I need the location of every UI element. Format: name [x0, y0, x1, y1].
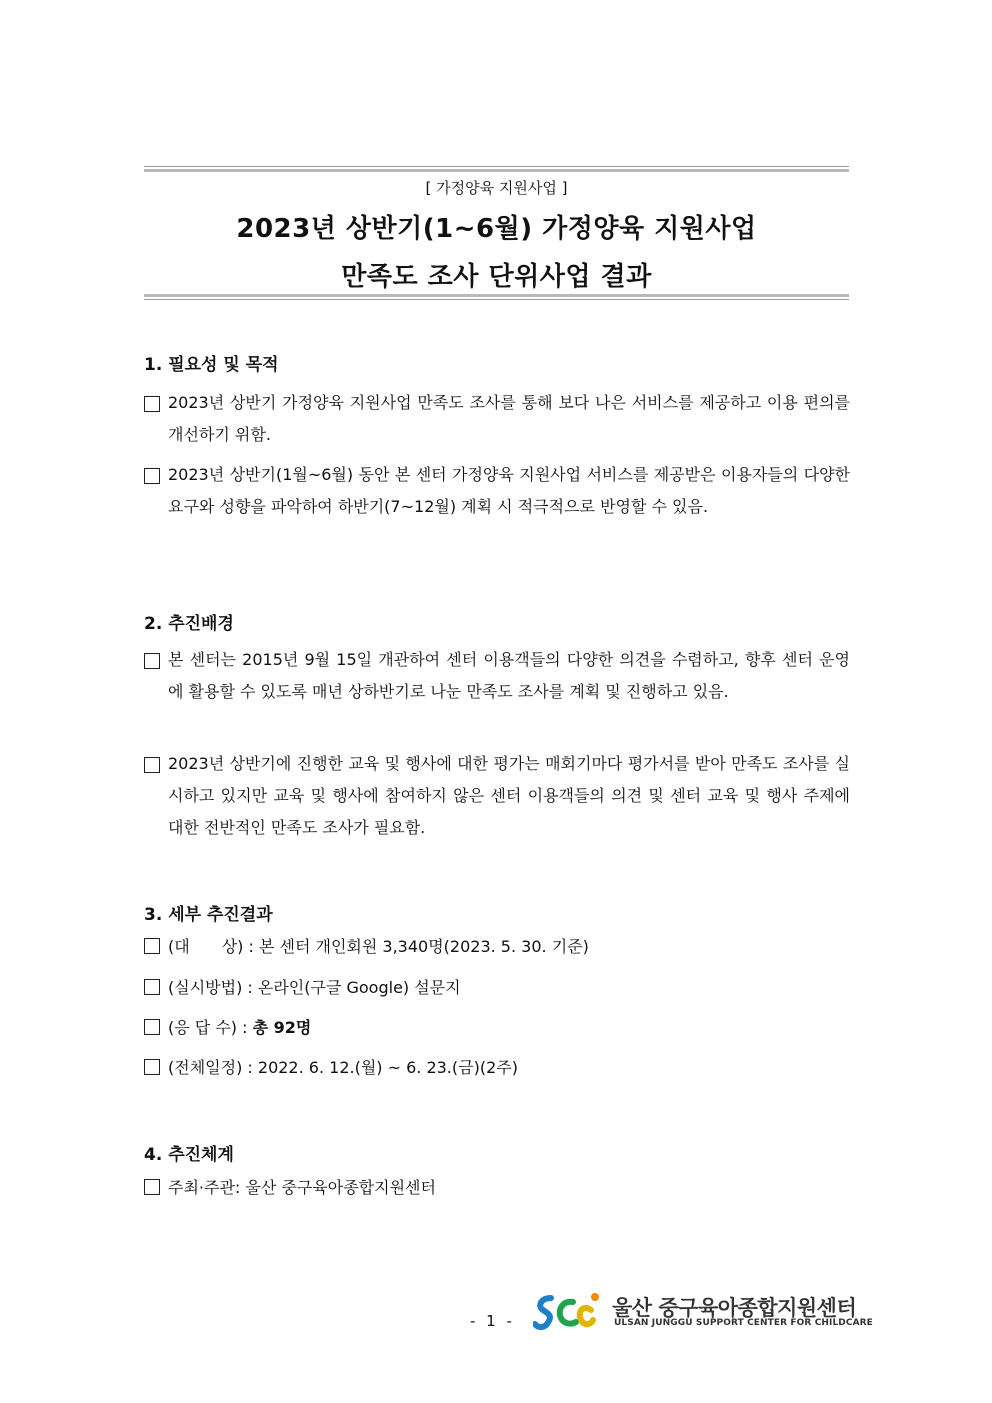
row-value: 본 센터 개인회원 3,340명(2023. 5. 30. 기준) — [258, 937, 589, 956]
section1-item-1-text: 2023년 상반기 가정양육 지원사업 만족도 조사를 통해 보다 나은 서비스를 제공하고 이용 편의를 개선하기 위함. — [168, 393, 850, 444]
row-label: (대 상) : — [168, 937, 254, 956]
logo-korean-text: 울산 중구육아종합지원센터 — [612, 1296, 857, 1320]
checkbox-square-icon — [144, 1059, 160, 1075]
section3-row-target — [144, 934, 589, 960]
section1-heading: 1. 필요성 및 목적 — [144, 355, 279, 375]
bottom-double-rule — [144, 294, 849, 300]
checkbox-square-icon — [144, 1179, 160, 1195]
checkbox-square-icon — [144, 938, 160, 954]
page-number: - 1 - — [470, 1312, 515, 1330]
checkbox-square-icon — [144, 757, 160, 773]
section2-item-1 — [144, 644, 850, 708]
checkbox-square-icon — [144, 468, 160, 484]
row-label: (응 답 수) : — [168, 1018, 248, 1037]
section1-item-2 — [144, 459, 850, 523]
document-title-line2: 만족도 조사 단위사업 결과 — [341, 262, 652, 292]
row-value: 총 92명 — [252, 1018, 312, 1037]
row-value: 주최·주관: 울산 중구육아종합지원센터 — [168, 1178, 436, 1197]
section1-item-2-text: 2023년 상반기(1월~6월) 동안 본 센터 가정양육 지원사업 서비스를 제공받은 이용자들의 다양한 요구와 성향을 파악하여 하반기(7~12월) 계획 시 적극적으로 반영할 수 있음. — [168, 465, 850, 516]
document-title-line1: 2023년 상반기(1~6월) 가정양육 지원사업 — [236, 214, 757, 244]
top-double-rule — [144, 166, 849, 172]
section4-row-organizer — [144, 1175, 436, 1201]
checkbox-square-icon — [144, 396, 160, 412]
section2-heading: 2. 추진배경 — [144, 614, 234, 634]
section4-heading: 4. 추진체계 — [144, 1145, 234, 1165]
checkbox-square-icon — [144, 653, 160, 669]
document-subtitle: [ 가정양육 지원사업 ] — [425, 179, 568, 197]
checkbox-square-icon — [144, 1019, 160, 1035]
section3-row-method — [144, 975, 461, 1001]
section3-row-responses — [144, 1015, 311, 1041]
section2-item-2 — [144, 748, 850, 844]
row-value: 온라인(구글 Google) 설문지 — [257, 978, 461, 997]
logo-english-text: ULSAN JUNGGU SUPPORT CENTER FOR CHILDCARE — [614, 1318, 873, 1328]
row-label: (실시방법) : — [168, 978, 253, 997]
checkbox-square-icon — [144, 979, 160, 995]
section3-heading: 3. 세부 추진결과 — [144, 905, 273, 925]
section1-item-1 — [144, 387, 850, 451]
sci-logo-icon — [533, 1290, 608, 1334]
section2-item-2-text: 2023년 상반기에 진행한 교육 및 행사에 대한 평가는 매회기마다 평가서를 받아 만족도 조사를 실시하고 있지만 교육 및 행사에 참여하지 않은 센터 이용객들의 의견 및 센터 교육 및 행사 주제에 대한 전반적인 만족도 조사가 필요함. — [168, 754, 850, 837]
row-label: (전체일정) : — [168, 1058, 253, 1077]
row-value: 2022. 6. 12.(월) ~ 6. 23.(금)(2주) — [257, 1058, 518, 1077]
section2-item-1-text: 본 센터는 2015년 9월 15일 개관하여 센터 이용객들의 다양한 의견을 수렴하고, 향후 센터 운영에 활용할 수 있도록 매년 상하반기로 나눈 만족도 조사를 계획 및 진행하고 있음. — [168, 650, 850, 701]
section3-row-schedule — [144, 1055, 518, 1081]
